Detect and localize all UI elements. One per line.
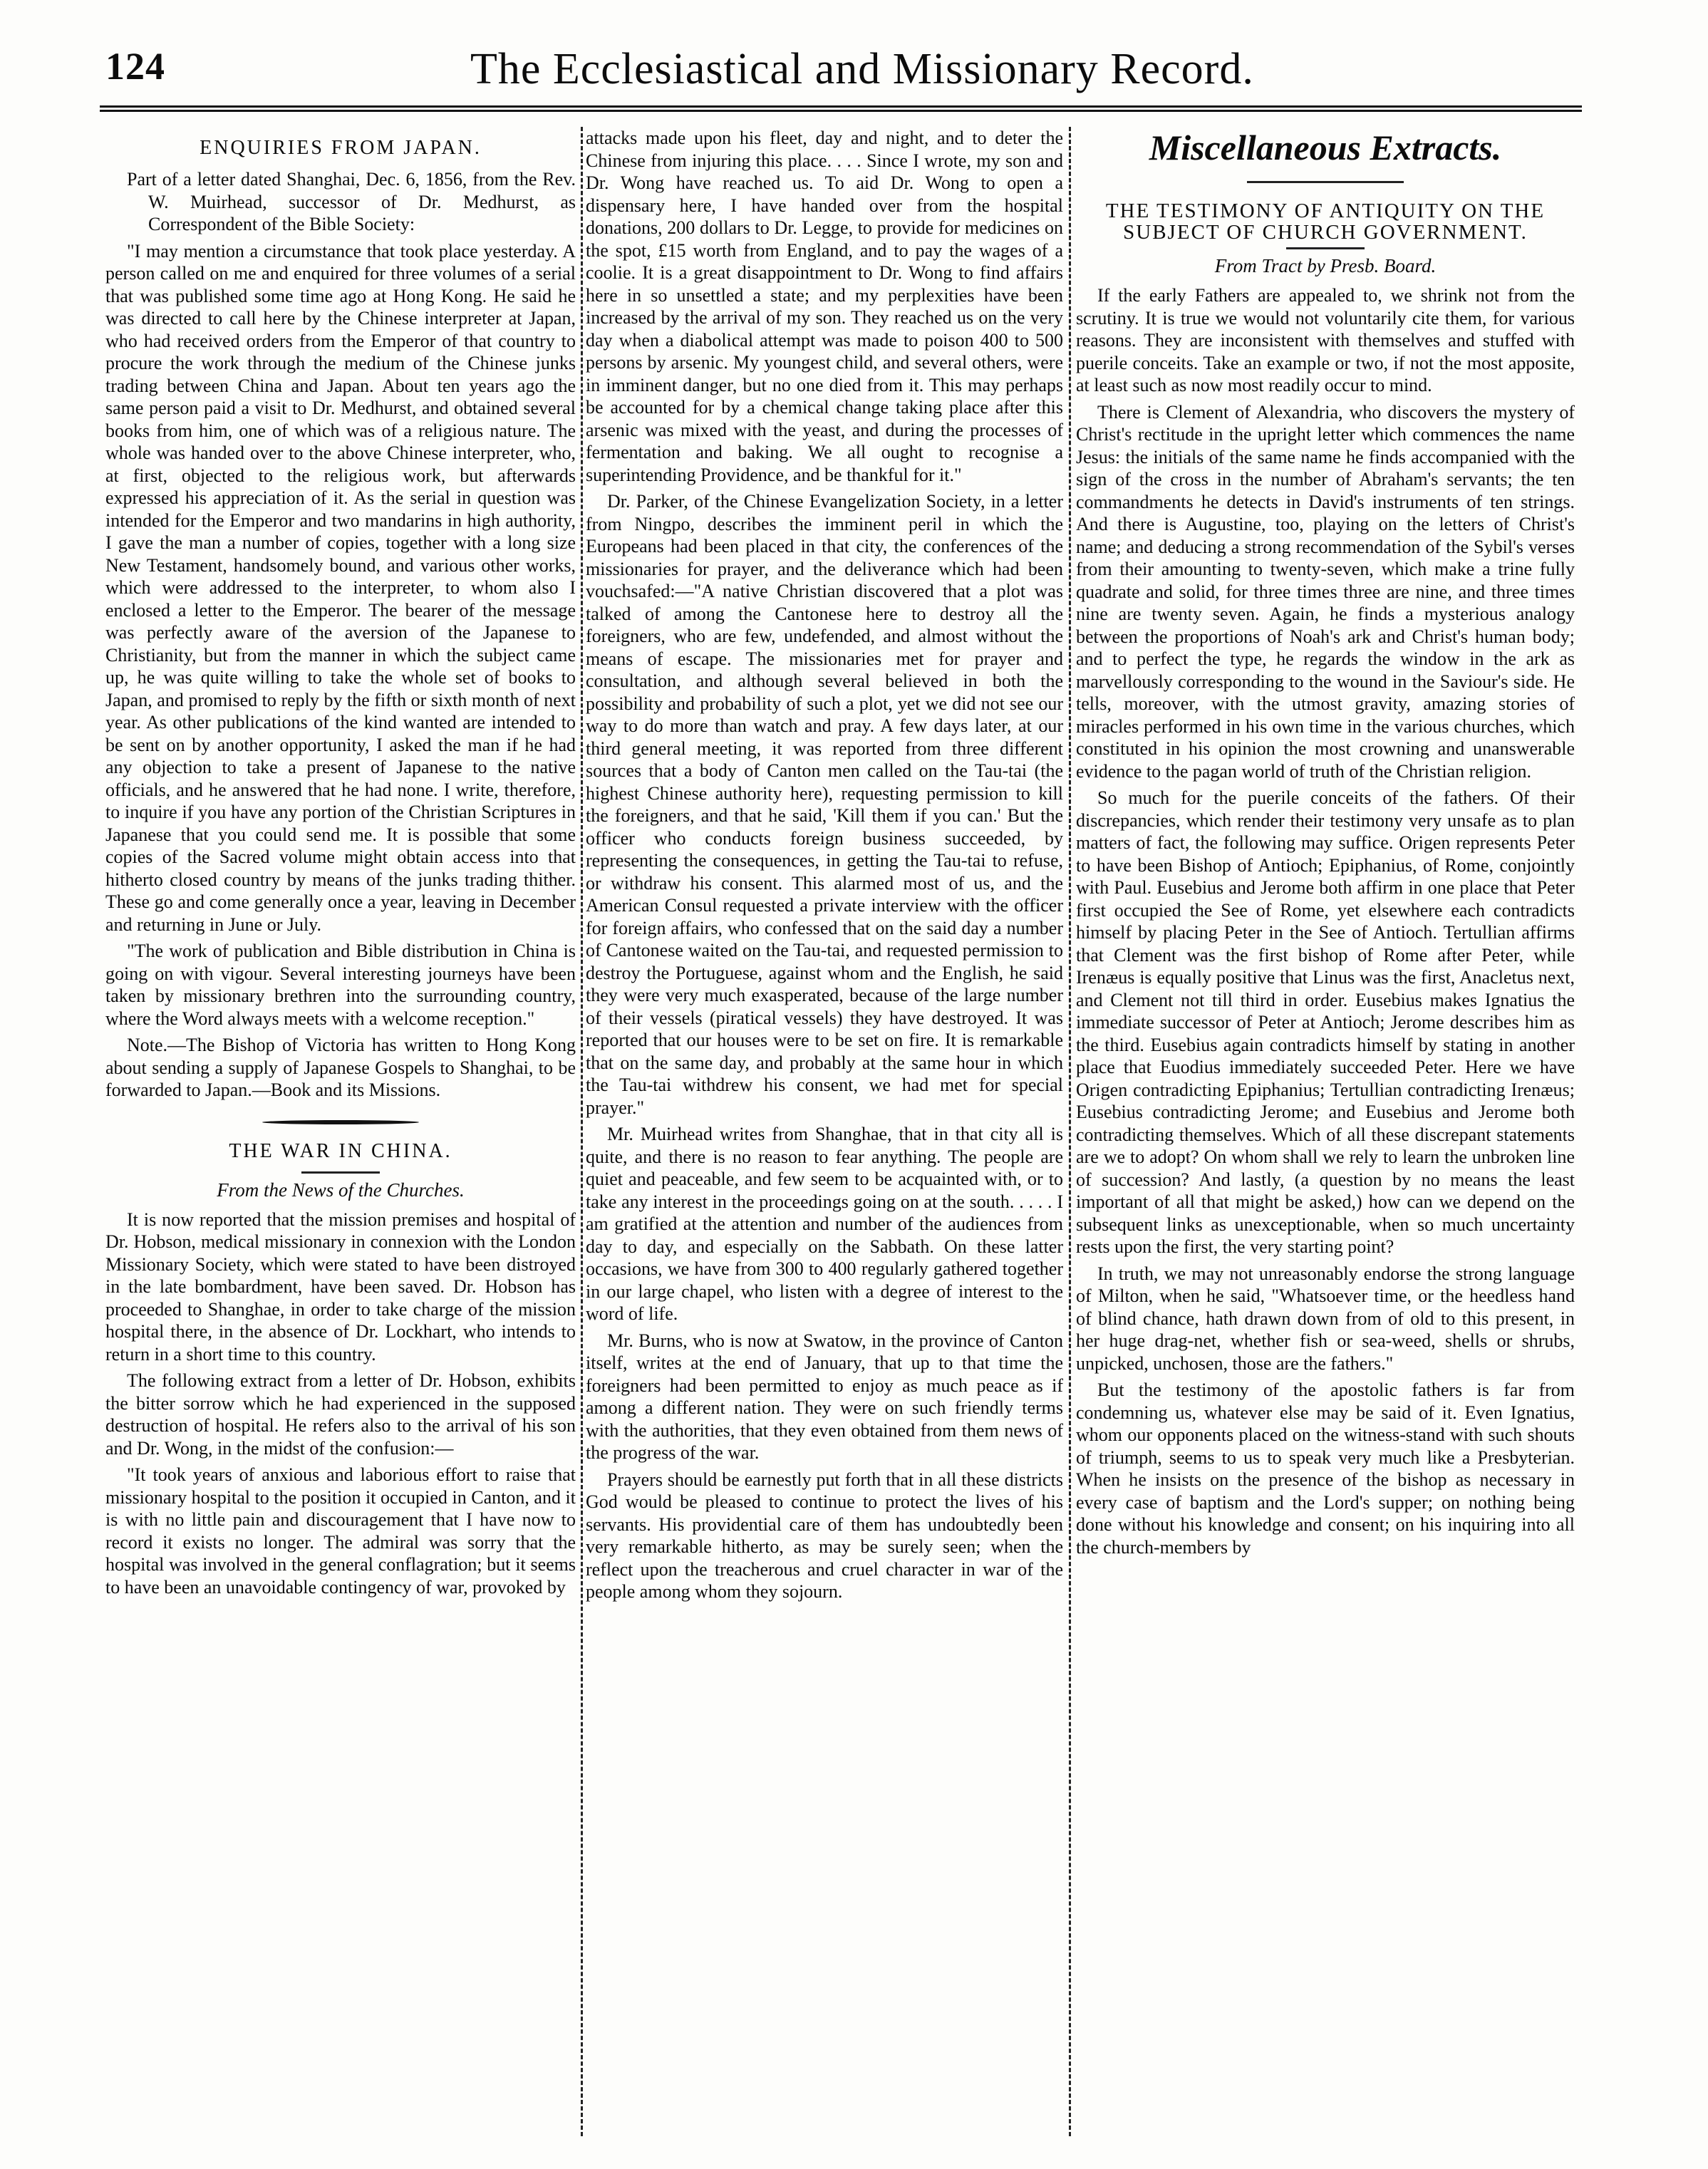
article-title-enquiries: ENQUIRIES FROM JAPAN. [200, 137, 482, 159]
article-intro: Part of a letter dated Shanghai, Dec. 6, 1856, from the Rev. W. Muirhead, successor of Dr. Medhurst, as Correspondent of the Bible Society: [127, 169, 576, 234]
article-paragraph: It is now reported that the mission premises and hospital of Dr. Hobson, medical missionary in connexion with the London Missionary Society, which were stated to have been distroyed in the late bombardment, have been saved. Dr. Hobson has proceeded to Shanghae, in order to take charge of the mission hospital there, in the absence of Dr. Lockhart, who intends to return in a short time to this country. [105, 1208, 576, 1365]
page-header [100, 44, 1582, 101]
article-paragraph: There is Clement of Alexandria, who discovers the mystery of Christ's rectitude in the upright letter which commences the name Jesus: the initials of the same name he finds accompanied with the sign of the cross in the number of Abraham's servants; the ten commandments he detects in David's instruments of ten strings. And there is Augustine, too, playing on the letters of Christ's name; and deducing a strong recommendation of the Sybil's verses from their amounting to twenty-seven, which make a trine fully quadrate and solid, for three times three are nine, and three times nine are twenty seven. Again, he finds a mysterious analogy between the proportions of Noah's ark and Christ's human body; and to perfect the type, he regards the window in the ark as marvellously corresponding to the wound in the Saviour's side. He tells, moreover, with the utmost gravity, amazing stories of miracles performed in his own time in the various churches, which constituted in his opinion the most crowning and unanswerable evidence to the pagan world of truth of the Christian religion. [1076, 401, 1575, 782]
column-1 [105, 127, 576, 2150]
heading-rule [1247, 181, 1404, 183]
article-paragraph: Mr. Muirhead writes from Shanghae, that in that city all is quite, and there is no reason to fear anything. The people are quiet and peaceable, and few seem to be acquainted with, or to take any interest in the proceedings going on at the south. . . . . I am gratified at the attention and number of the audiences from day to day, and especially on the Sabbath. On these latter occasions, we have from 300 to 400 regularly gathered together in our large chapel, who listen with a degree of interest to the word of life. [586, 1124, 1063, 1324]
article-paragraph: Dr. Parker, of the Chinese Evangelization Society, in a letter from Ningpo, describes the imminent peril in which the Europeans had been placed in that city, the conferences of the missionaries for prayer, and the deliverance which had been vouchsafed:—"A native Christian discovered that a plot was talked of among the Cantonese here to destroy all the foreigners, who are few, undefended, and almost without the means of escape. The missionaries met for prayer and consultation, and although several believed in both the possibility and probability of such a plot, yet we did not see our way to do more than watch and pray. A few days later, at our third general meeting, it was reported from three different sources that a body of Canton men called on the Tau-tai (the highest Chinese authority here), requesting permission to kill the foreigners, and that he said, 'Kill them if you can.' But the officer who conducts foreign business succeeded, by representing the consequences, in getting the Tau-tai to refuse, or withdraw his consent. This alarmed most of us, and the American Consul requested a private interview with the officer for foreign affairs, who confessed that on the said day a number of Cantonese waited on the Tau-tai, and requested permission to destroy the Portuguese, against whom and the English, he said they were very much exasperated, because of the large number of their vessels (piratical vessels) they have destroyed. It was reported that our houses were to be set on fire. It is remarkable that on the same day, and probably at the same hour in which the Tau-tai withdrew his consent, we had met for special prayer." [586, 491, 1063, 1118]
column-divider [581, 127, 583, 2136]
article-paragraph: attacks made upon his fleet, day and night, and to deter the Chinese from injuring this place. . . . Since I wrote, my son and Dr. Wong have reached us. To aid Dr. Wong to open a dispensary here, I have handed over from the hospital donations, 200 dollars to Dr. Legge, to provide for medicines on the spot, £15 worth from England, and to pay the wages of a coolie. It is a great disappointment to Dr. Wong to find affairs here in so unsettled a state; and my perplexities have been increased by the arrival of my son. They reached us on the very day when a diabolical attempt was made to poison 400 to 500 persons by arsenic. My youngest child, and several others, were in imminent danger, but no one died from it. This may perhaps be accounted for by a chemical change taking place after this arsenic was mixed with the yeast, and during the processes of fermentation and baking. We all ought to recognise a superintending Providence, and be thankful for it." [586, 128, 1063, 485]
article-title-war: THE WAR IN CHINA. [229, 1139, 452, 1162]
article-paragraph: If the early Fathers are appealed to, we shrink not from the scrutiny. It is true we would not voluntarily cite them, for various reasons. They are inconsistent with themselves and stuffed with puerile conceits. Take an example or two, if not the most apposite, at least such as now most readily occur to mind. [1076, 285, 1575, 395]
column-3 [1076, 127, 1575, 2150]
article-paragraph: "It took years of anxious and laborious effort to raise that missionary hospital to the position it occupied in Canton, and it is with no little pain and discouragement that I have now to record it exists no longer. The admiral was sorry that the hospital was involved in the general conflagration; but it seems to have been an unavoidable contingency of war, provoked by [105, 1464, 576, 1598]
column-2 [586, 127, 1063, 2150]
section-heading-miscellaneous: Miscellaneous Extracts. [1149, 128, 1502, 167]
title-rule [1286, 247, 1365, 249]
section-ornament [262, 1114, 419, 1130]
article-paragraph: "I may mention a circumstance that took place yesterday. A person called on me and enquired for three volumes of a serial that was published some time ago at Hong Kong. He said he was directed to call here by the Chinese interpreter at Japan, who had received orders from the Emperor of that country to procure the work through the medium of the Chinese junks trading between China and Japan. About ten years ago the same person paid a visit to Dr. Medhurst, and obtained several books from him, one of which was of a religious nature. The whole was handed over to the above Chinese interpreter, who, at first, objected to the religious work, but afterwards expressed his appreciation of it. As the serial in question was intended for the Emperor and two mandarins in high authority, I gave the man a number of copies, together with a long size New Testament, handsomely bound, and various other works, which were addressed to the interpreter, to whom also I enclosed a letter to the Emperor. The bearer of the message was perfectly aware of the aversion of the Japanese to Christianity, but from the manner in which the subject came up, he was quite willing to take the whole set of books to Japan, and promised to reply by the fifth or sixth month of next year. As other publications of the kind wanted are intended to be sent on by another opportunity, I asked the man if he had any objection to take a present of Japanese to the native officials, and he answered that he had none. I write, therefore, to inquire if you have any portion of the Christian Scriptures in Japanese that you could send me. It is possible that some copies of the Sacred volume might obtain access into that hitherto closed country by means of the junks trading thither. These go and come generally once a year, leaving in December and returning in June or July. [105, 240, 576, 935]
article-paragraph: Prayers should be earnestly put forth that in all these districts God would be pleased to continue to protect the lives of his servants. His providential care of them has undoubtedly been very remarkable hitherto, as may be surely seen; when the reflect upon the treacherous and cruel character in war of the people among whom they sojourn. [586, 1469, 1063, 1602]
article-title-testimony: THE TESTIMONY OF ANTIQUITY ON THE SUBJECT OF CHURCH GOVERNMENT. [1105, 200, 1546, 244]
article-paragraph: But the testimony of the apostolic fathers is far from condemning us, whatever else may be said of it. Even Ignatius, whom our opponents placed on the witness-stand with such shouts of triumph, seems to us to speak very much like a Presbyterian. When he insists on the presence of the bishop as necessary in every case of baptism and the Lord's supper; on nothing being done without his knowledge and consent; on his inquiring into all the church-members by [1076, 1379, 1575, 1558]
article-attribution: From Tract by Presb. Board. [1214, 255, 1437, 276]
article-paragraph: Mr. Burns, who is now at Swatow, in the province of Canton itself, writes at the end of January, that up to that time the foreigners had been permitted to enjoy as much peace as if among a different nation. They were on such friendly terms with the authorities, that they even obtained from them news of the progress of the war. [586, 1330, 1063, 1463]
header-rule [100, 105, 1582, 112]
page-number: 124 [105, 45, 165, 88]
article-paragraph: The following extract from a letter of Dr. Hobson, exhibits the bitter sorrow which he had experienced in the supposed destruction of hospital. He refers also to the arrival of his son and Dr. Wong, in the midst of the confusion:— [105, 1370, 576, 1459]
article-paragraph: In truth, we may not unreasonably endorse the strong language of Milton, when he said, "Whatsoever time, or the heedless hand of blind chance, hath drawn down from of old to this present, in her huge drag-net, whether fish or sea-weed, shells or shrubs, unpicked, unchosen, those are the fathers." [1076, 1263, 1575, 1374]
running-title: The Ecclesiastical and Missionary Record. [470, 45, 1254, 93]
article-attribution: From the News of the Churches. [217, 1179, 465, 1201]
article-note: Note.—The Bishop of Victoria has written to Hong Kong about sending a supply of Japanese Gospels to Shanghai, to be forwarded to Japan.—Book and its Missions. [105, 1035, 576, 1100]
column-divider [1069, 127, 1071, 2136]
article-paragraph: So much for the puerile conceits of the fathers. Of their discrepancies, which render their testimony very unsafe as to plan matters of fact, the following may suffice. Origen represents Peter to have been Bishop of Antioch; Epiphanius, of Rome, conjointly with Paul. Eusebius and Jerome both affirm in one place that Peter first occupied the See of Rome, yet elsewhere each contradicts himself by placing Peter in the See of Antioch. Tertullian affirms that Clement was the first bishop of Rome after Peter, while Irenæus is equally positive that Linus was the first, Anacletus next, and Clement not till third in order. Eusebius makes Ignatius the immediate successor of Peter at Antioch; Jerome describes him as the third. Eusebius again contradicts himself by stating in another place that Euodius immediately succeeded Peter. Here we have Origen contradicting Epiphanius; Tertullian contradicting Irenæus; Eusebius contradicting Jerome; and Eusebius and Jerome both contradicting themselves. Which of all these discrepant statements are we to adopt? On whom shall we rely to learn the unbroken line of succession? And lastly, (a question by no means the least important of all that might be asked,) how can we depend on the subsequent links as unexceptionable, when so much uncertainty rests upon the first, the very starting point? [1076, 787, 1575, 1257]
article-paragraph: "The work of publication and Bible distribution in China is going on with vigour. Several interesting journeys have been taken by missionary brethren into the surrounding country, where the Word always meets with a welcome reception." [105, 941, 576, 1029]
title-rule [301, 1171, 380, 1174]
